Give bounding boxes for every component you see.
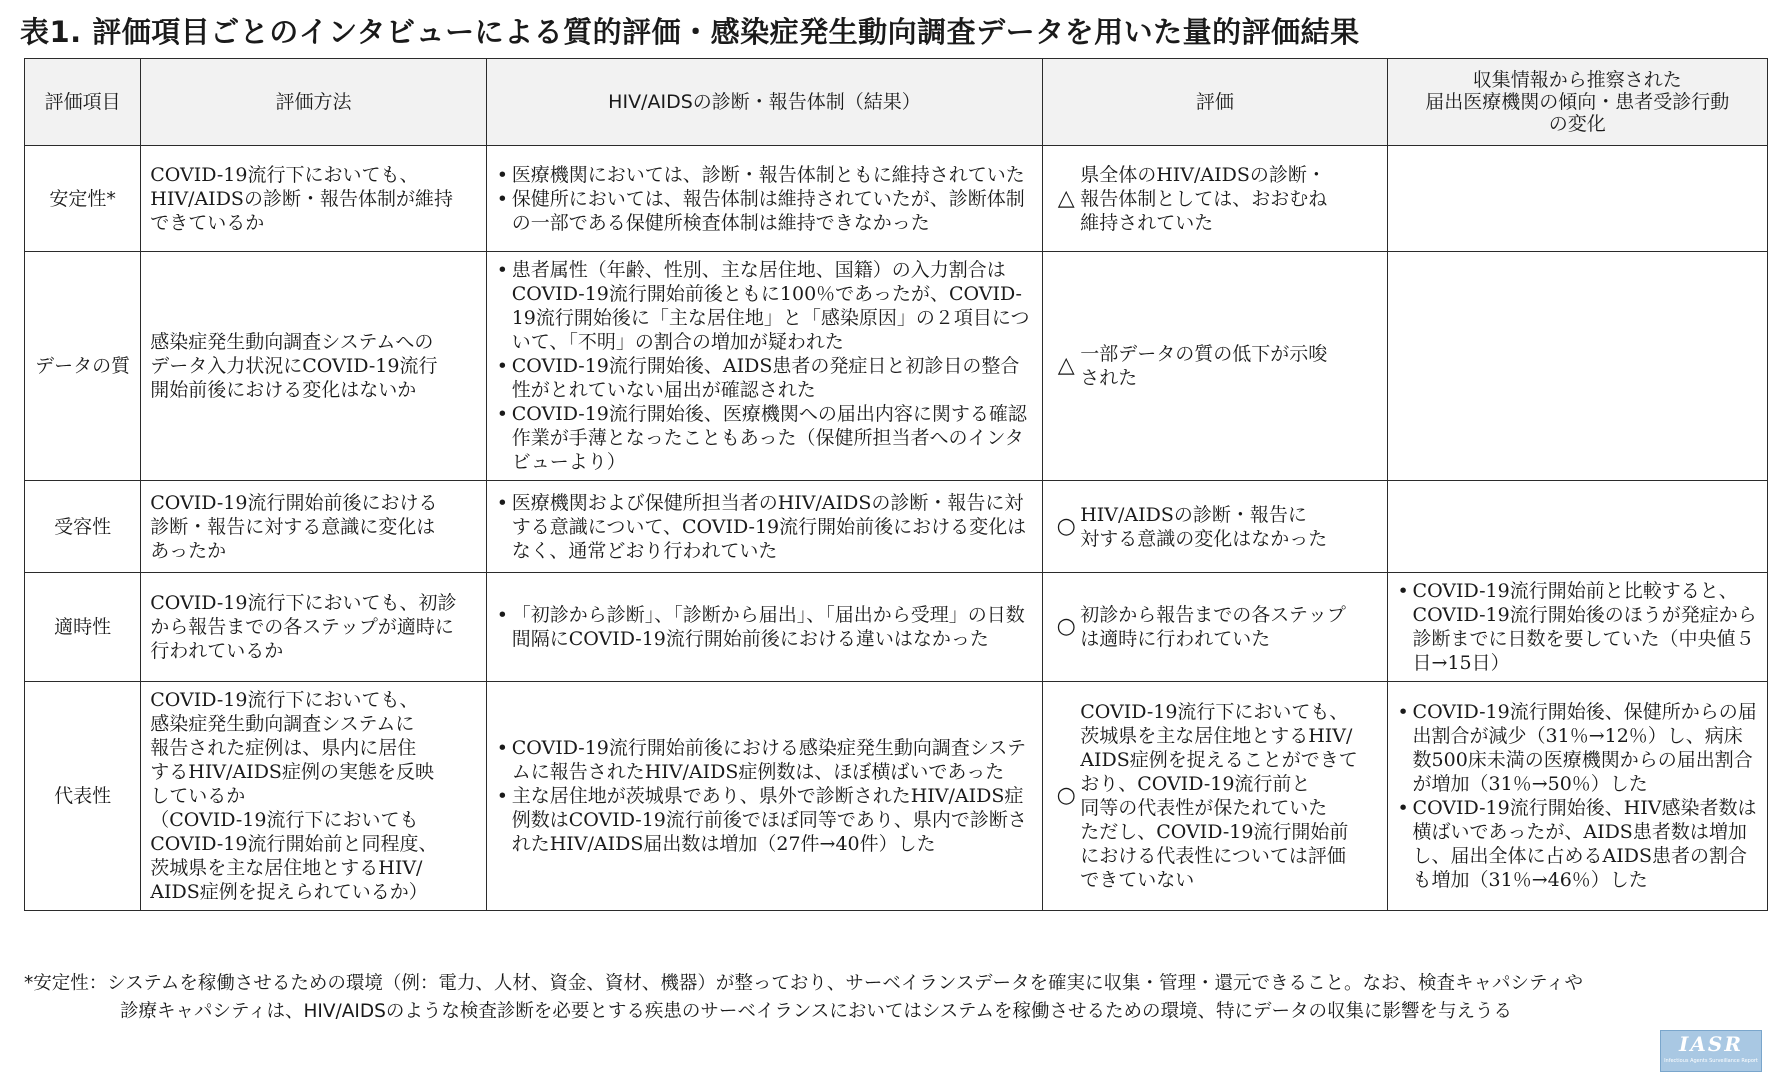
cell-method: COVID-19流行下においても、 HIV/AIDSの診断・報告体制が維持 できているか bbox=[141, 146, 486, 252]
cell-evaluation bbox=[1043, 682, 1387, 911]
list-item: • COVID-19流行開始後、保健所からの届出割合が減少（31％→12％）し、病床数500床未満の医療機関からの届出割合が増加（31％→50％）した bbox=[1397, 700, 1758, 796]
list-item: • COVID-19流行開始後、医療機関への届出内容に関する確認作業が手薄となったこともあった（保健所担当者へのインタビューより） bbox=[496, 402, 1034, 474]
footnote-line-2: 診療キャパシティは、HIV/AIDSのような検査診断を必要とする疾患のサーベイランスにおいてはシステムを稼働させるための環境、特にデータの収集に影響を与えうる bbox=[120, 1001, 1512, 1022]
table-row bbox=[25, 573, 1768, 682]
list-item: • COVID-19流行開始後、HIV感染者数は横ばいであったが、AIDS患者数は増加し、届出全体に占めるAIDS患者の割合も増加（31％→46％）した bbox=[1397, 796, 1758, 892]
list-item: • COVID-19流行開始前と比較すると、COVID-19流行開始後のほうが発症から診断までに日数を要していた（中央値５日→15日） bbox=[1397, 579, 1758, 675]
result-list bbox=[496, 491, 1034, 563]
table-row bbox=[25, 682, 1768, 911]
list-item: • COVID-19流行開始後、AIDS患者の発症日と初診日の整合性がとれていない届出が確認された bbox=[496, 354, 1034, 402]
table-row bbox=[25, 481, 1768, 573]
header-row bbox=[25, 59, 1768, 146]
header-method: 評価方法 bbox=[141, 59, 486, 146]
evaluation-text: 初診から報告までの各ステップ は適時に行われていた bbox=[1080, 604, 1346, 650]
cell-item: 適時性 bbox=[25, 573, 141, 682]
iasr-logo bbox=[1660, 1030, 1762, 1072]
cell-evaluation bbox=[1043, 481, 1387, 573]
cell-change bbox=[1387, 146, 1767, 252]
cell-change bbox=[1387, 573, 1767, 682]
evaluation-mark-icon: ○ bbox=[1056, 513, 1076, 539]
logo-subtitle: Infectious Agents Surveillance Report bbox=[1664, 1058, 1758, 1064]
logo-text: IASR bbox=[1679, 1032, 1743, 1056]
evaluation-text: 一部データの質の低下が示唆 された bbox=[1080, 343, 1328, 389]
result-list bbox=[496, 603, 1034, 651]
table-row bbox=[25, 146, 1768, 252]
list-item: • 「初診から診断」、「診断から届出」、「届出から受理」の日数間隔にCOVID-19流行開始前後における違いはなかった bbox=[496, 603, 1034, 651]
evaluation-mark-icon: △ bbox=[1057, 185, 1075, 211]
footnote-line-1: *安定性：システムを稼働させるための環境（例：電力、人材、資金、資材、機器）が整っており、サーベイランスデータを確実に収集・管理・還元できること。なお、検査キャパシティや bbox=[24, 973, 1584, 994]
result-list bbox=[496, 163, 1034, 235]
footnote bbox=[24, 970, 1764, 1026]
list-item: • 医療機関および保健所担当者のHIV/AIDSの診断・報告に対する意識について、COVID-19流行開始前後における変化はなく、通常どおり行われていた bbox=[496, 491, 1034, 563]
cell-method: COVID-19流行開始前後における 診断・報告に対する意識に変化は あったか bbox=[141, 481, 486, 573]
change-list bbox=[1397, 700, 1758, 892]
cell-change bbox=[1387, 481, 1767, 573]
evaluation-mark-icon: ○ bbox=[1056, 614, 1076, 639]
table-row bbox=[25, 252, 1768, 481]
header-evaluation: 評価 bbox=[1043, 59, 1387, 146]
cell-evaluation bbox=[1043, 573, 1387, 682]
cell-result bbox=[486, 146, 1043, 252]
table-title: 表1. 評価項目ごとのインタビューによる質的評価・感染症発生動向調査データを用いた量的評価結果 bbox=[20, 15, 1360, 49]
evaluation-text: COVID-19流行下においても、 茨城県を主な居住地とするHIV/ AIDS症例を捉えることができて おり、COVID-19流行前と 同等の代表性が保たれていた ただし、COVID-19流行開始前 における代表性については評価 できていない bbox=[1080, 701, 1358, 891]
list-item: • 患者属性（年齢、性別、主な居住地、国籍）の入力割合はCOVID-19流行開始前後ともに100％であったが、COVID-19流行開始後に「主な居住地」と「感染原因」の２項目について、「不明」の割合の増加が疑われた bbox=[496, 258, 1034, 354]
cell-change bbox=[1387, 682, 1767, 911]
evaluation-mark-icon: △ bbox=[1057, 353, 1075, 378]
change-list bbox=[1397, 579, 1758, 675]
result-list bbox=[496, 258, 1034, 474]
cell-change bbox=[1387, 252, 1767, 481]
header-result: HIV/AIDSの診断・報告体制（結果） bbox=[486, 59, 1043, 146]
cell-result bbox=[486, 252, 1043, 481]
evaluation-text: 県全体のHIV/AIDSの診断・ 報告体制としては、おおむね 維持されていた bbox=[1080, 163, 1328, 234]
cell-method: COVID-19流行下においても、 感染症発生動向調査システムに 報告された症例は、県内に居住 するHIV/AIDS症例の実態を反映 しているか （COVID-19流行下においても COVID-19流行開始前と同程度、 茨城県を主な居住地とするHIV/ AIDS症例を捉えられているか） bbox=[141, 682, 486, 911]
cell-item: 安定性* bbox=[25, 146, 141, 252]
header-item: 評価項目 bbox=[25, 59, 141, 146]
cell-item: データの質 bbox=[25, 252, 141, 481]
cell-evaluation bbox=[1043, 252, 1387, 481]
list-item: • 医療機関においては、診断・報告体制ともに維持されていた bbox=[496, 163, 1034, 187]
cell-item: 受容性 bbox=[25, 481, 141, 573]
cell-method: 感染症発生動向調査システムへの データ入力状況にCOVID-19流行 開始前後における変化はないか bbox=[141, 252, 486, 481]
evaluation-table bbox=[24, 58, 1768, 911]
cell-item: 代表性 bbox=[25, 682, 141, 911]
evaluation-text: HIV/AIDSの診断・報告に 対する意識の変化はなかった bbox=[1080, 503, 1328, 550]
result-list bbox=[496, 736, 1034, 856]
cell-evaluation bbox=[1043, 146, 1387, 252]
list-item: • 主な居住地が茨城県であり、県外で診断されたHIV/AIDS症例数はCOVID-19流行前後でほぼ同等であり、県内で診断されたHIV/AIDS届出数は増加（27件→40件）した bbox=[496, 784, 1034, 856]
cell-method: COVID-19流行下においても、初診 から報告までの各ステップが適時に 行われているか bbox=[141, 573, 486, 682]
evaluation-mark-icon: ○ bbox=[1056, 783, 1076, 808]
header-change: 収集情報から推察された 届出医療機関の傾向・患者受診行動 の変化 bbox=[1387, 59, 1767, 146]
cell-result bbox=[486, 682, 1043, 911]
cell-result bbox=[486, 573, 1043, 682]
cell-result bbox=[486, 481, 1043, 573]
list-item: • COVID-19流行開始前後における感染症発生動向調査システムに報告されたHIV/AIDS症例数は、ほぼ横ばいであった bbox=[496, 736, 1034, 784]
list-item: • 保健所においては、報告体制は維持されていたが、診断体制の一部である保健所検査体制は維持できなかった bbox=[496, 187, 1034, 235]
